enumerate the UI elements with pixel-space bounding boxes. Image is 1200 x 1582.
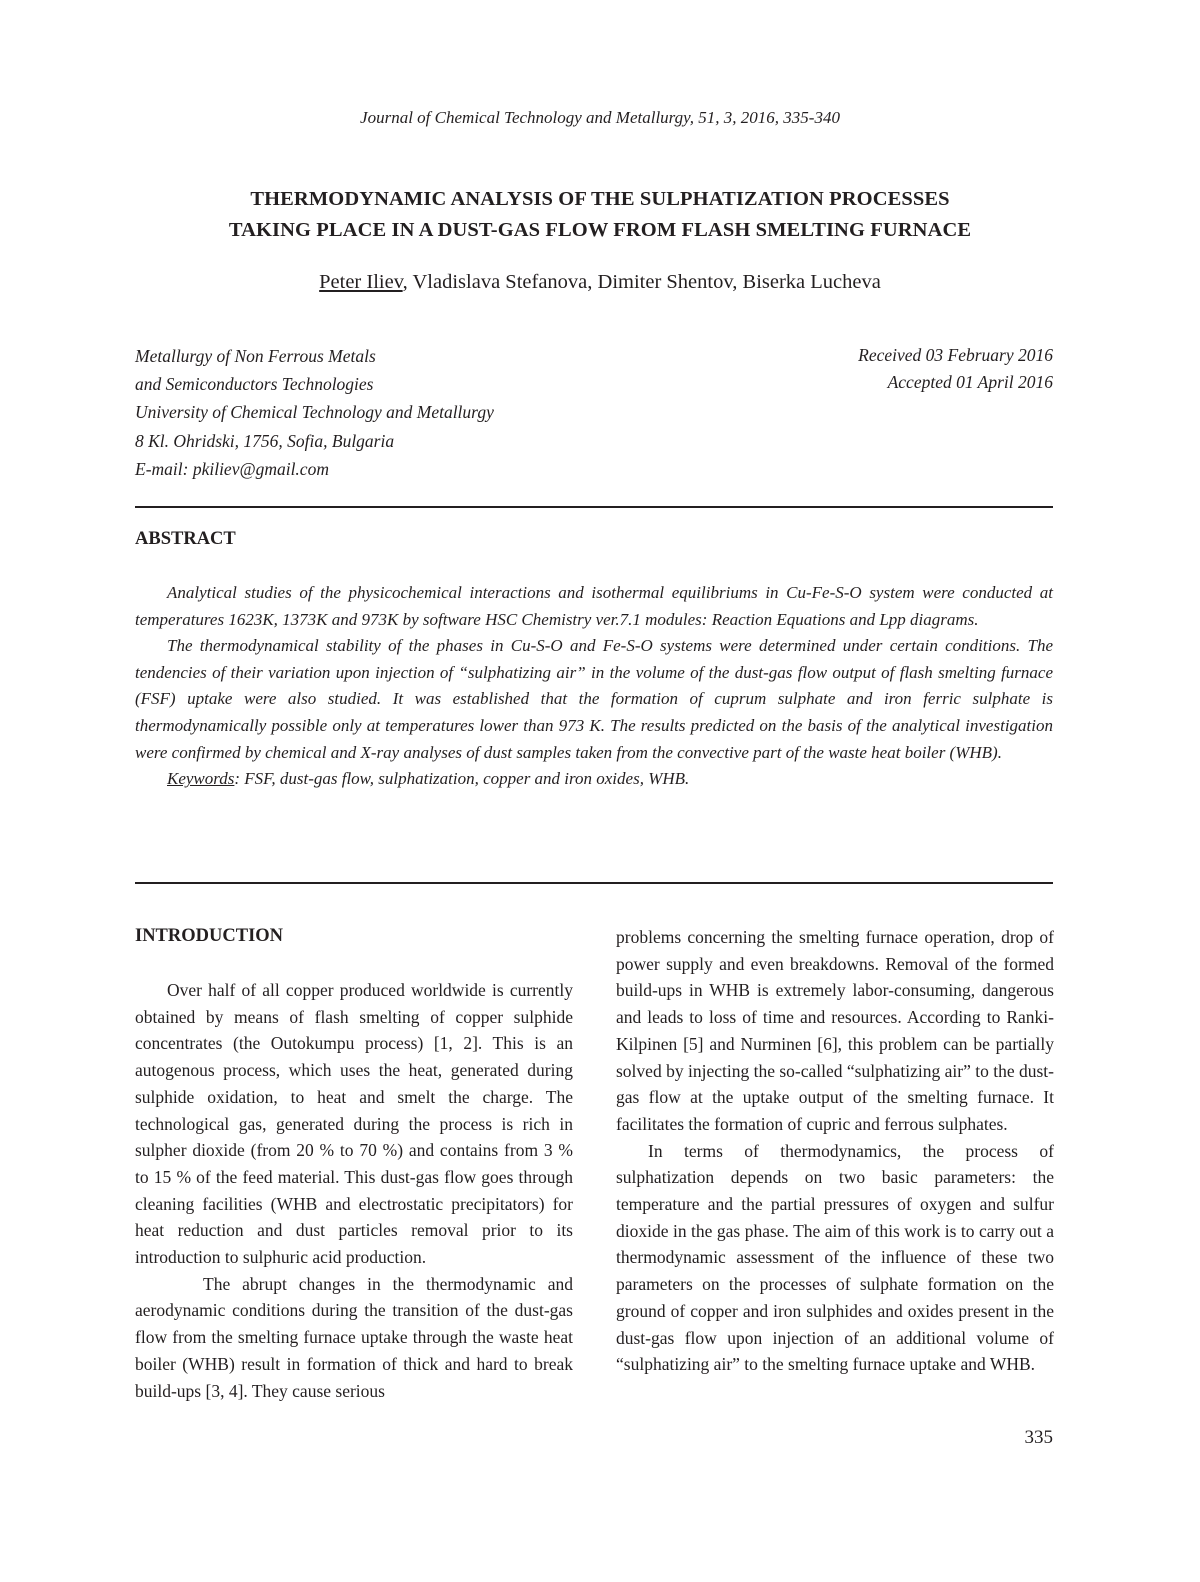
intro-paragraph: The abrupt changes in the thermodynamic and aerodynamic conditions during the transition of the dust-gas flow from the smelting furnace uptake through the waste heat boiler (WHB) result in formation of thick and hard to break build-ups [3, 4]. They cause serious bbox=[135, 1273, 573, 1401]
keywords-label: Keywords bbox=[167, 769, 235, 789]
affiliation-line: and Semiconductors Technologies bbox=[135, 374, 374, 395]
contact-email: E-mail: pkiliev@gmail.com bbox=[135, 458, 329, 479]
corresponding-author: Peter Iliev bbox=[319, 271, 403, 293]
author-list bbox=[0, 271, 1200, 294]
page-number: 335 bbox=[1024, 1427, 1053, 1448]
keywords-text: : FSF, dust-gas flow, sulphatization, copper and iron oxides, WHB. bbox=[234, 769, 690, 789]
title-line-1: THERMODYNAMIC ANALYSIS OF THE SULPHATIZATION PROCESSES bbox=[250, 188, 950, 210]
abstract-body bbox=[135, 580, 1053, 793]
right-column bbox=[616, 924, 1054, 1378]
affiliation-line: University of Chemical Technology and Metallurgy bbox=[135, 402, 494, 423]
accepted-date: Accepted 01 April 2016 bbox=[887, 372, 1053, 392]
keywords-line bbox=[135, 766, 1053, 793]
affiliation-line: 8 Kl. Ohridski, 1756, Sofia, Bulgaria bbox=[135, 430, 395, 451]
abstract-paragraph: The thermodynamical stability of the phases in Cu-S-O and Fe-S-O systems were determined under certain conditions. The tendencies of their variation upon injection of “sulphatizing air” in the volume of the dust-gas flow output of flash smelting furnace (FSF) uptake were also studied. It was established that the formation of cuprum sulphate and iron ferric sulphate is thermodynamically possible only at temperatures lower than 973 K. The results predicted on the basis of the analytical investigation were confirmed by chemical and X-ray analyses of dust samples taken from the convective part of the waste heat boiler (WHB). bbox=[135, 636, 1053, 762]
intro-paragraph: problems concerning the smelting furnace operation, drop of power supply and even breakdowns. Removal of the formed build-ups in WHB is extremely labor-consuming, dangerous and leads to loss of time and resources. According to Ranki-Kilpinen [5] and Nurminen [6], this problem can be partially solved by injecting the so-called “sulphatizing air” to the dust-gas flow at the uptake output of the smelting furnace. It facilitates the formation of cupric and ferrous sulphates. bbox=[616, 927, 1054, 1134]
received-date: Received 03 February 2016 bbox=[858, 345, 1053, 365]
introduction-heading: INTRODUCTION bbox=[135, 926, 284, 946]
divider-bottom bbox=[135, 882, 1053, 884]
submission-dates bbox=[858, 342, 1053, 396]
journal-citation: Journal of Chemical Technology and Metallurgy, 51, 3, 2016, 335-340 bbox=[360, 108, 840, 127]
abstract-paragraph: Analytical studies of the physicochemical interactions and isothermal equilibriums in Cu-Fe-S-O system were conducted at temperatures 1623K, 1373K and 973K by software HSC Chemistry ver.7.1 modules: Reaction Equations and Lpp diagrams. bbox=[135, 583, 1053, 629]
title-line-2: TAKING PLACE IN A DUST-GAS FLOW FROM FLASH SMELTING FURNACE bbox=[228, 219, 972, 241]
left-column bbox=[135, 977, 573, 1404]
co-authors: , Vladislava Stefanova, Dimiter Shentov, Biserka Lucheva bbox=[402, 271, 881, 293]
affiliation-line: Metallurgy of Non Ferrous Metals bbox=[135, 346, 376, 366]
abstract-heading: ABSTRACT bbox=[135, 529, 236, 549]
divider-top bbox=[135, 506, 1053, 508]
affiliation-block bbox=[135, 342, 494, 483]
intro-paragraph: Over half of all copper produced worldwide is currently obtained by means of flash smelting of copper sulphide concentrates (the Outokumpu process) [1, 2]. This is an autogenous process, which uses the heat, generated during sulphide oxidation, to heat and smelt the charge. The technological gas, generated during the process is rich in sulpher dioxide (from 20 % to 70 %) and contains from 3 % to 15 % of the feed material. This dust-gas flow goes through cleaning facilities (WHB and electrostatic precipitators) for heat reduction and dust particles removal prior to its introduction to sulphuric acid production. bbox=[135, 980, 573, 1268]
intro-paragraph: In terms of thermodynamics, the process of sulphatization depends on two basic parameters: the temperature and the partial pressures of oxygen and sulfur dioxide in the gas phase. The aim of this work is to carry out a thermodynamic assessment of the influence of these two parameters on the processes of sulphate formation on the ground of copper and iron sulphides and oxides present in the dust-gas flow upon injection of an additional volume of “sulphatizing air” to the smelting furnace uptake and WHB. bbox=[616, 1140, 1054, 1375]
paper-title bbox=[0, 184, 1200, 246]
